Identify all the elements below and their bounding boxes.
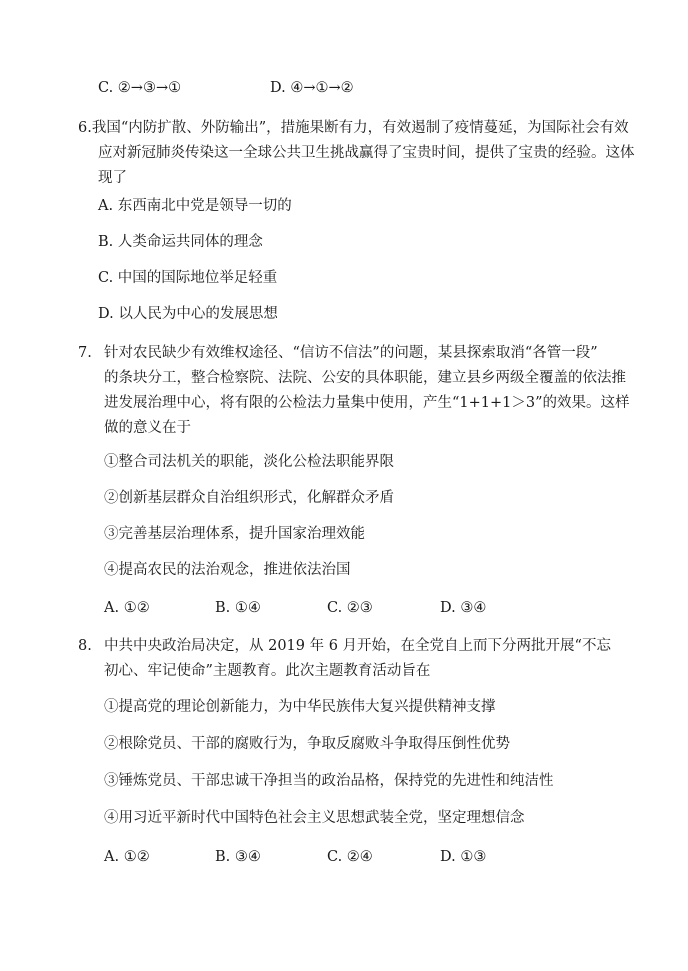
question-number: 6.	[78, 120, 92, 136]
question-stem-line: 现了	[98, 170, 127, 186]
option-text: ②④	[346, 849, 373, 865]
statement: ①整合司法机关的职能，淡化公检法职能界限	[104, 454, 394, 470]
statement: ②根除党员、干部的腐败行为，争取反腐败斗争取得压倒性优势	[104, 736, 510, 752]
question-stem-line: 针对农民缺少有效维权途径、“信访不信法”的问题，某县探索取消“各管一段”	[104, 345, 598, 361]
option-text: ②③	[346, 600, 373, 616]
option-b	[98, 232, 263, 252]
option-text: ③④	[234, 849, 261, 865]
question-stem-line: 6.我国“内防扩散、外防输出”，措施果断有力，有效遏制了疫情蔓延，为国际社会有效	[78, 120, 629, 136]
option-letter: A.	[104, 600, 120, 616]
option-text: 人类命运共同体的理念	[117, 234, 263, 250]
question-number: 7.	[78, 345, 92, 361]
option-d	[270, 78, 354, 98]
question-stem-line: 初心、牢记使命”主题教育。此次主题教育活动旨在	[104, 663, 431, 679]
option-letter: D.	[440, 600, 456, 616]
option-letter: A.	[104, 849, 120, 865]
option-letter: C.	[98, 270, 114, 286]
option-letter: A.	[98, 198, 114, 214]
option-text: ①②	[123, 600, 150, 616]
option-d	[440, 598, 486, 618]
option-letter: C.	[98, 80, 114, 96]
statement: ②创新基层群众自治组织形式，化解群众矛盾	[104, 490, 394, 506]
option-letter: D.	[440, 849, 456, 865]
option-text: ④→①→②	[290, 80, 354, 96]
question-stem-line: 应对新冠肺炎传染这一全球公共卫生挑战赢得了宝贵时间，提供了宝贵的经验。这体	[98, 145, 635, 161]
option-d	[440, 847, 486, 867]
statement: ④提高农民的法治观念，推进依法治国	[104, 562, 351, 578]
statement: ④用习近平新时代中国特色社会主义思想武装全党，坚定理想信念	[104, 810, 525, 826]
option-c	[327, 598, 373, 618]
option-text: ①②	[123, 849, 150, 865]
option-text: ③④	[460, 600, 487, 616]
option-letter: B.	[98, 234, 114, 250]
statement: ③完善基层治理体系，提升国家治理效能	[104, 526, 365, 542]
option-c	[327, 847, 373, 867]
option-a	[104, 598, 150, 618]
question-stem-line: 中共中央政治局决定，从 2019 年 6 月开始，在全党自上而下分两批开展“不忘	[104, 638, 611, 654]
question-stem-line: 的条块分工，整合检察院、法院、公安的具体职能，建立县乡两级全覆盖的依法推	[104, 370, 626, 386]
option-a	[104, 847, 150, 867]
question-stem-line: 做的意义在于	[104, 420, 191, 436]
option-letter: D.	[270, 80, 286, 96]
option-text: ②→③→①	[117, 80, 182, 96]
option-letter: B.	[215, 600, 231, 616]
option-letter: C.	[327, 600, 343, 616]
option-b	[215, 598, 261, 618]
option-letter: B.	[215, 849, 231, 865]
option-text: 中国的国际地位举足轻重	[117, 270, 278, 286]
question-number: 8.	[78, 638, 92, 654]
option-letter: D.	[98, 306, 114, 322]
option-text: ①③	[460, 849, 487, 865]
statement: ①提高党的理论创新能力，为中华民族伟大复兴提供精神支撑	[104, 699, 496, 715]
option-letter: C.	[327, 849, 343, 865]
option-c	[98, 268, 277, 288]
option-a	[98, 196, 292, 216]
option-b	[215, 847, 261, 867]
option-text: ①④	[234, 600, 261, 616]
option-text: 东西南北中党是领导一切的	[117, 198, 292, 214]
statement: ③锤炼党员、干部忠诚干净担当的政治品格，保持党的先进性和纯洁性	[104, 773, 554, 789]
question-stem-line: 进发展治理中心，将有限的公检法力量集中使用，产生“1+1+1＞3”的效果。这样	[104, 395, 630, 411]
option-d	[98, 304, 278, 324]
option-text: 以人民为中心的发展思想	[118, 306, 278, 322]
option-c	[98, 78, 181, 98]
